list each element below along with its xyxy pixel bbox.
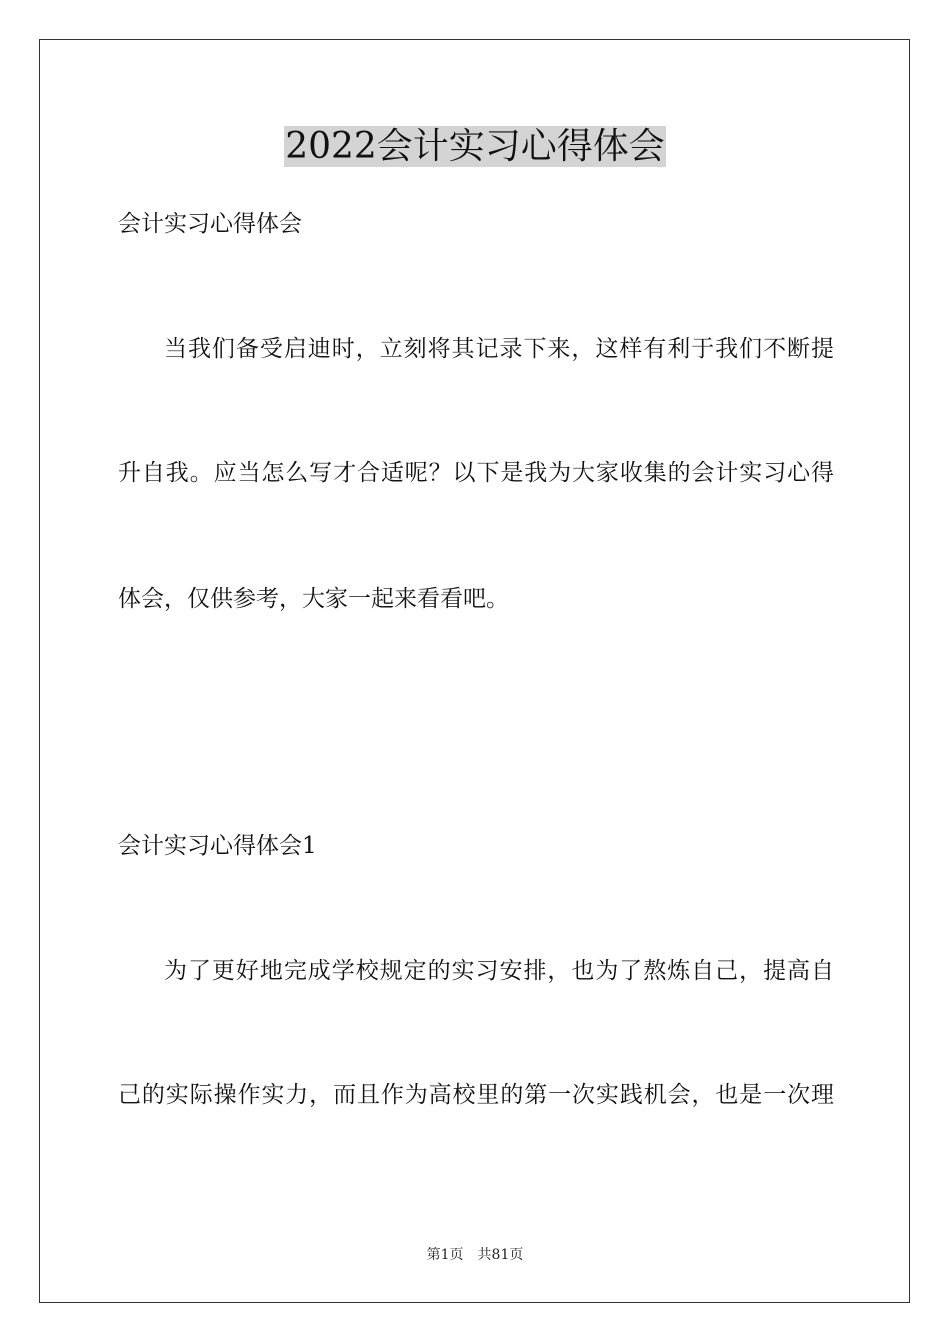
intro-paragraph-line: 体会，仅供参考，大家一起来看看吧。 [118,586,509,612]
section-heading: 会计实习心得体会1 [118,833,317,859]
intro-paragraph-line: 当我们备受启迪时，立刻将其记录下来，这样有利于我们不断提 [164,336,834,362]
section-paragraph-line: 为了更好地完成学校规定的实习安排，也为了熬炼自己，提高自 [164,958,834,984]
document-subtitle: 会计实习心得体会 [118,211,302,237]
document-title: 2022会计实习心得体会 [285,126,665,167]
page-footer [0,1245,950,1265]
page-number-total: 共81页 [477,1247,524,1263]
page-number-current: 第1页 [426,1247,464,1263]
section-paragraph-line: 己的实际操作实力，而且作为高校里的第一次实践机会，也是一次理 [118,1082,834,1108]
intro-paragraph-line: 升自我。应当怎么写才合适呢？以下是我为大家收集的会计实习心得 [118,460,834,486]
